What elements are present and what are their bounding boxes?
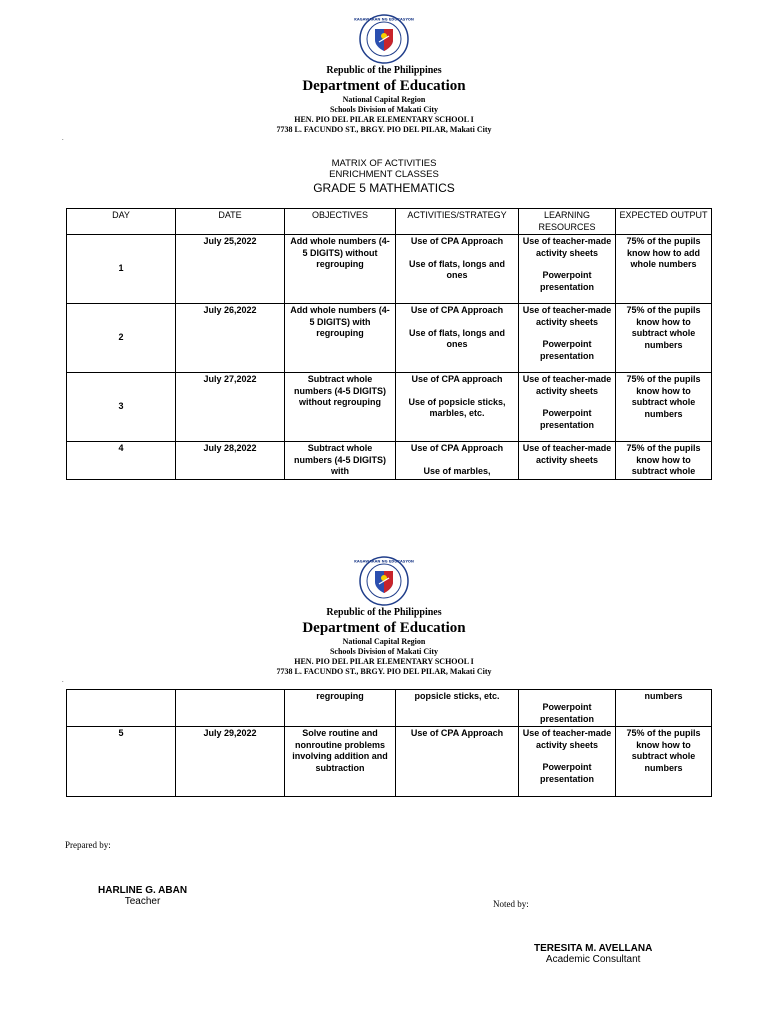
title-enrichment: ENRICHMENT CLASSES bbox=[329, 169, 439, 180]
cell-day: 4 bbox=[67, 442, 176, 480]
department-line: Department of Education bbox=[302, 78, 466, 94]
cell-resource bbox=[519, 235, 616, 304]
cell-objective: Subtract whole numbers (4-5 DIGITS) without regrouping bbox=[285, 373, 396, 442]
activity-line: Use of flats, longs and ones bbox=[408, 258, 505, 280]
division-line: Schools Division of Makati City bbox=[329, 105, 438, 114]
cell-activity: Use of CPA Approach bbox=[396, 727, 519, 797]
activity-line: Use of CPA approach bbox=[411, 374, 503, 384]
cell-objective: Add whole numbers (4-5 DIGITS) with regrouping bbox=[285, 304, 396, 373]
noted-by-label: Noted by: bbox=[493, 899, 529, 909]
activity-line: Use of flats, longs and ones bbox=[408, 327, 505, 349]
cell-resource: Use of teacher-made activity sheets bbox=[519, 442, 616, 480]
header-output: EXPECTED OUTPUT bbox=[616, 209, 712, 235]
cell-resource bbox=[519, 727, 616, 797]
resource-line: Powerpoint presentation bbox=[539, 339, 594, 361]
cell-objective: regrouping bbox=[285, 690, 396, 727]
cell-date: July 27,2022 bbox=[176, 373, 285, 442]
cell-day: 5 bbox=[67, 727, 176, 797]
activity-line: Use of marbles, bbox=[423, 465, 491, 476]
cell-output: 75% of the pupils know how to subtract whole numbers bbox=[616, 373, 712, 442]
cell-activity bbox=[396, 304, 519, 373]
cell-activity bbox=[396, 373, 519, 442]
noter-block bbox=[534, 943, 652, 965]
activities-table-continued bbox=[66, 689, 712, 797]
department-line: Department of Education bbox=[302, 620, 466, 636]
letterhead bbox=[0, 556, 768, 677]
cell-objective: Add whole numbers (4-5 DIGITS) without regrouping bbox=[285, 235, 396, 304]
header-activities: ACTIVITIES/STRATEGY bbox=[396, 209, 519, 235]
cell-activity: popsicle sticks, etc. bbox=[396, 690, 519, 727]
document-titles bbox=[0, 158, 768, 196]
cell-day bbox=[67, 690, 176, 727]
cell-resource bbox=[519, 690, 616, 727]
resource-line: Use of teacher-made activity sheets bbox=[522, 728, 612, 750]
cell-date: July 25,2022 bbox=[176, 235, 285, 304]
cell-objective: Subtract whole numbers (4-5 DIGITS) with bbox=[285, 442, 396, 480]
cell-date: July 26,2022 bbox=[176, 304, 285, 373]
noter-name: TERESITA M. AVELLANA bbox=[534, 943, 653, 954]
republic-line: Republic of the Philippines bbox=[326, 65, 442, 76]
table-row bbox=[67, 235, 712, 304]
table-row bbox=[67, 690, 712, 727]
cell-date bbox=[176, 690, 285, 727]
noter-title: Academic Consultant bbox=[545, 954, 641, 965]
cell-day: 2 bbox=[67, 304, 176, 373]
address-line: 7738 L. FACUNDO ST., BRGY. PIO DEL PILAR, Makati City bbox=[276, 125, 492, 134]
header-date: DATE bbox=[176, 209, 285, 235]
cell-day: 1 bbox=[67, 235, 176, 304]
stray-mark: . bbox=[62, 136, 64, 142]
deped-seal-icon bbox=[354, 556, 414, 606]
cell-output: 75% of the pupils know how to subtract whole numbers bbox=[616, 727, 712, 797]
address-line: 7738 L. FACUNDO ST., BRGY. PIO DEL PILAR, Makati City bbox=[276, 667, 492, 676]
cell-output: 75% of the pupils know how to add whole numbers bbox=[616, 235, 712, 304]
resource-line: Powerpoint presentation bbox=[539, 702, 594, 724]
table-row bbox=[67, 304, 712, 373]
cell-resource bbox=[519, 373, 616, 442]
cell-activity bbox=[396, 442, 519, 480]
cell-output: 75% of the pupils know how to subtract whole numbers bbox=[616, 304, 712, 373]
page-2 bbox=[0, 556, 768, 677]
cell-date: July 28,2022 bbox=[176, 442, 285, 480]
letterhead bbox=[0, 14, 768, 135]
cell-output: 75% of the pupils know how to subtract whole bbox=[616, 442, 712, 480]
activity-line: Use of CPA Approach bbox=[410, 443, 504, 453]
title-grade: GRADE 5 MATHEMATICS bbox=[313, 181, 455, 195]
cell-resource bbox=[519, 304, 616, 373]
cell-day: 3 bbox=[67, 373, 176, 442]
preparer-title: Teacher bbox=[124, 896, 161, 907]
header-resources: LEARNING RESOURCES bbox=[519, 209, 616, 235]
cell-objective: Solve routine and nonroutine problems involving addition and subtraction bbox=[285, 727, 396, 797]
resource-line: Powerpoint presentation bbox=[539, 270, 594, 292]
deped-seal-icon bbox=[354, 14, 414, 64]
table-row bbox=[67, 373, 712, 442]
school-line: HEN. PIO DEL PILAR ELEMENTARY SCHOOL I bbox=[294, 657, 474, 666]
title-matrix: MATRIX OF ACTIVITIES bbox=[331, 158, 437, 169]
table-row bbox=[67, 442, 712, 480]
cell-date: July 29,2022 bbox=[176, 727, 285, 797]
prepared-by-label: Prepared by: bbox=[65, 840, 111, 850]
resource-line: Powerpoint presentation bbox=[539, 762, 594, 784]
seal-lettering: KAGAWARAN NG EDUKASYON bbox=[354, 17, 414, 22]
resource-line: Use of teacher-made activity sheets bbox=[522, 374, 612, 396]
preparer-block bbox=[98, 885, 187, 907]
seal-lettering: KAGAWARAN NG EDUKASYON bbox=[354, 559, 414, 564]
resource-line: Use of teacher-made activity sheets bbox=[522, 236, 612, 258]
table-header-row bbox=[67, 209, 712, 235]
resource-line: Powerpoint presentation bbox=[539, 408, 594, 430]
preparer-name: HARLINE G. ABAN bbox=[98, 885, 188, 896]
resource-line: Use of teacher-made activity sheets bbox=[522, 305, 612, 327]
activity-line: Use of CPA Approach bbox=[410, 305, 504, 315]
cell-activity bbox=[396, 235, 519, 304]
region-line: National Capital Region bbox=[342, 637, 426, 646]
page-1 bbox=[0, 14, 768, 135]
header-objectives: OBJECTIVES bbox=[285, 209, 396, 235]
activities-table bbox=[66, 208, 712, 480]
activity-line: Use of CPA Approach bbox=[410, 236, 504, 246]
school-line: HEN. PIO DEL PILAR ELEMENTARY SCHOOL I bbox=[294, 115, 474, 124]
cell-output: numbers bbox=[616, 690, 712, 727]
republic-line: Republic of the Philippines bbox=[326, 607, 442, 618]
header-day: DAY bbox=[67, 209, 176, 235]
region-line: National Capital Region bbox=[342, 95, 426, 104]
activity-line: Use of popsicle sticks, marbles, etc. bbox=[408, 396, 506, 418]
division-line: Schools Division of Makati City bbox=[329, 647, 438, 656]
table-row bbox=[67, 727, 712, 797]
stray-mark: . bbox=[62, 678, 64, 684]
